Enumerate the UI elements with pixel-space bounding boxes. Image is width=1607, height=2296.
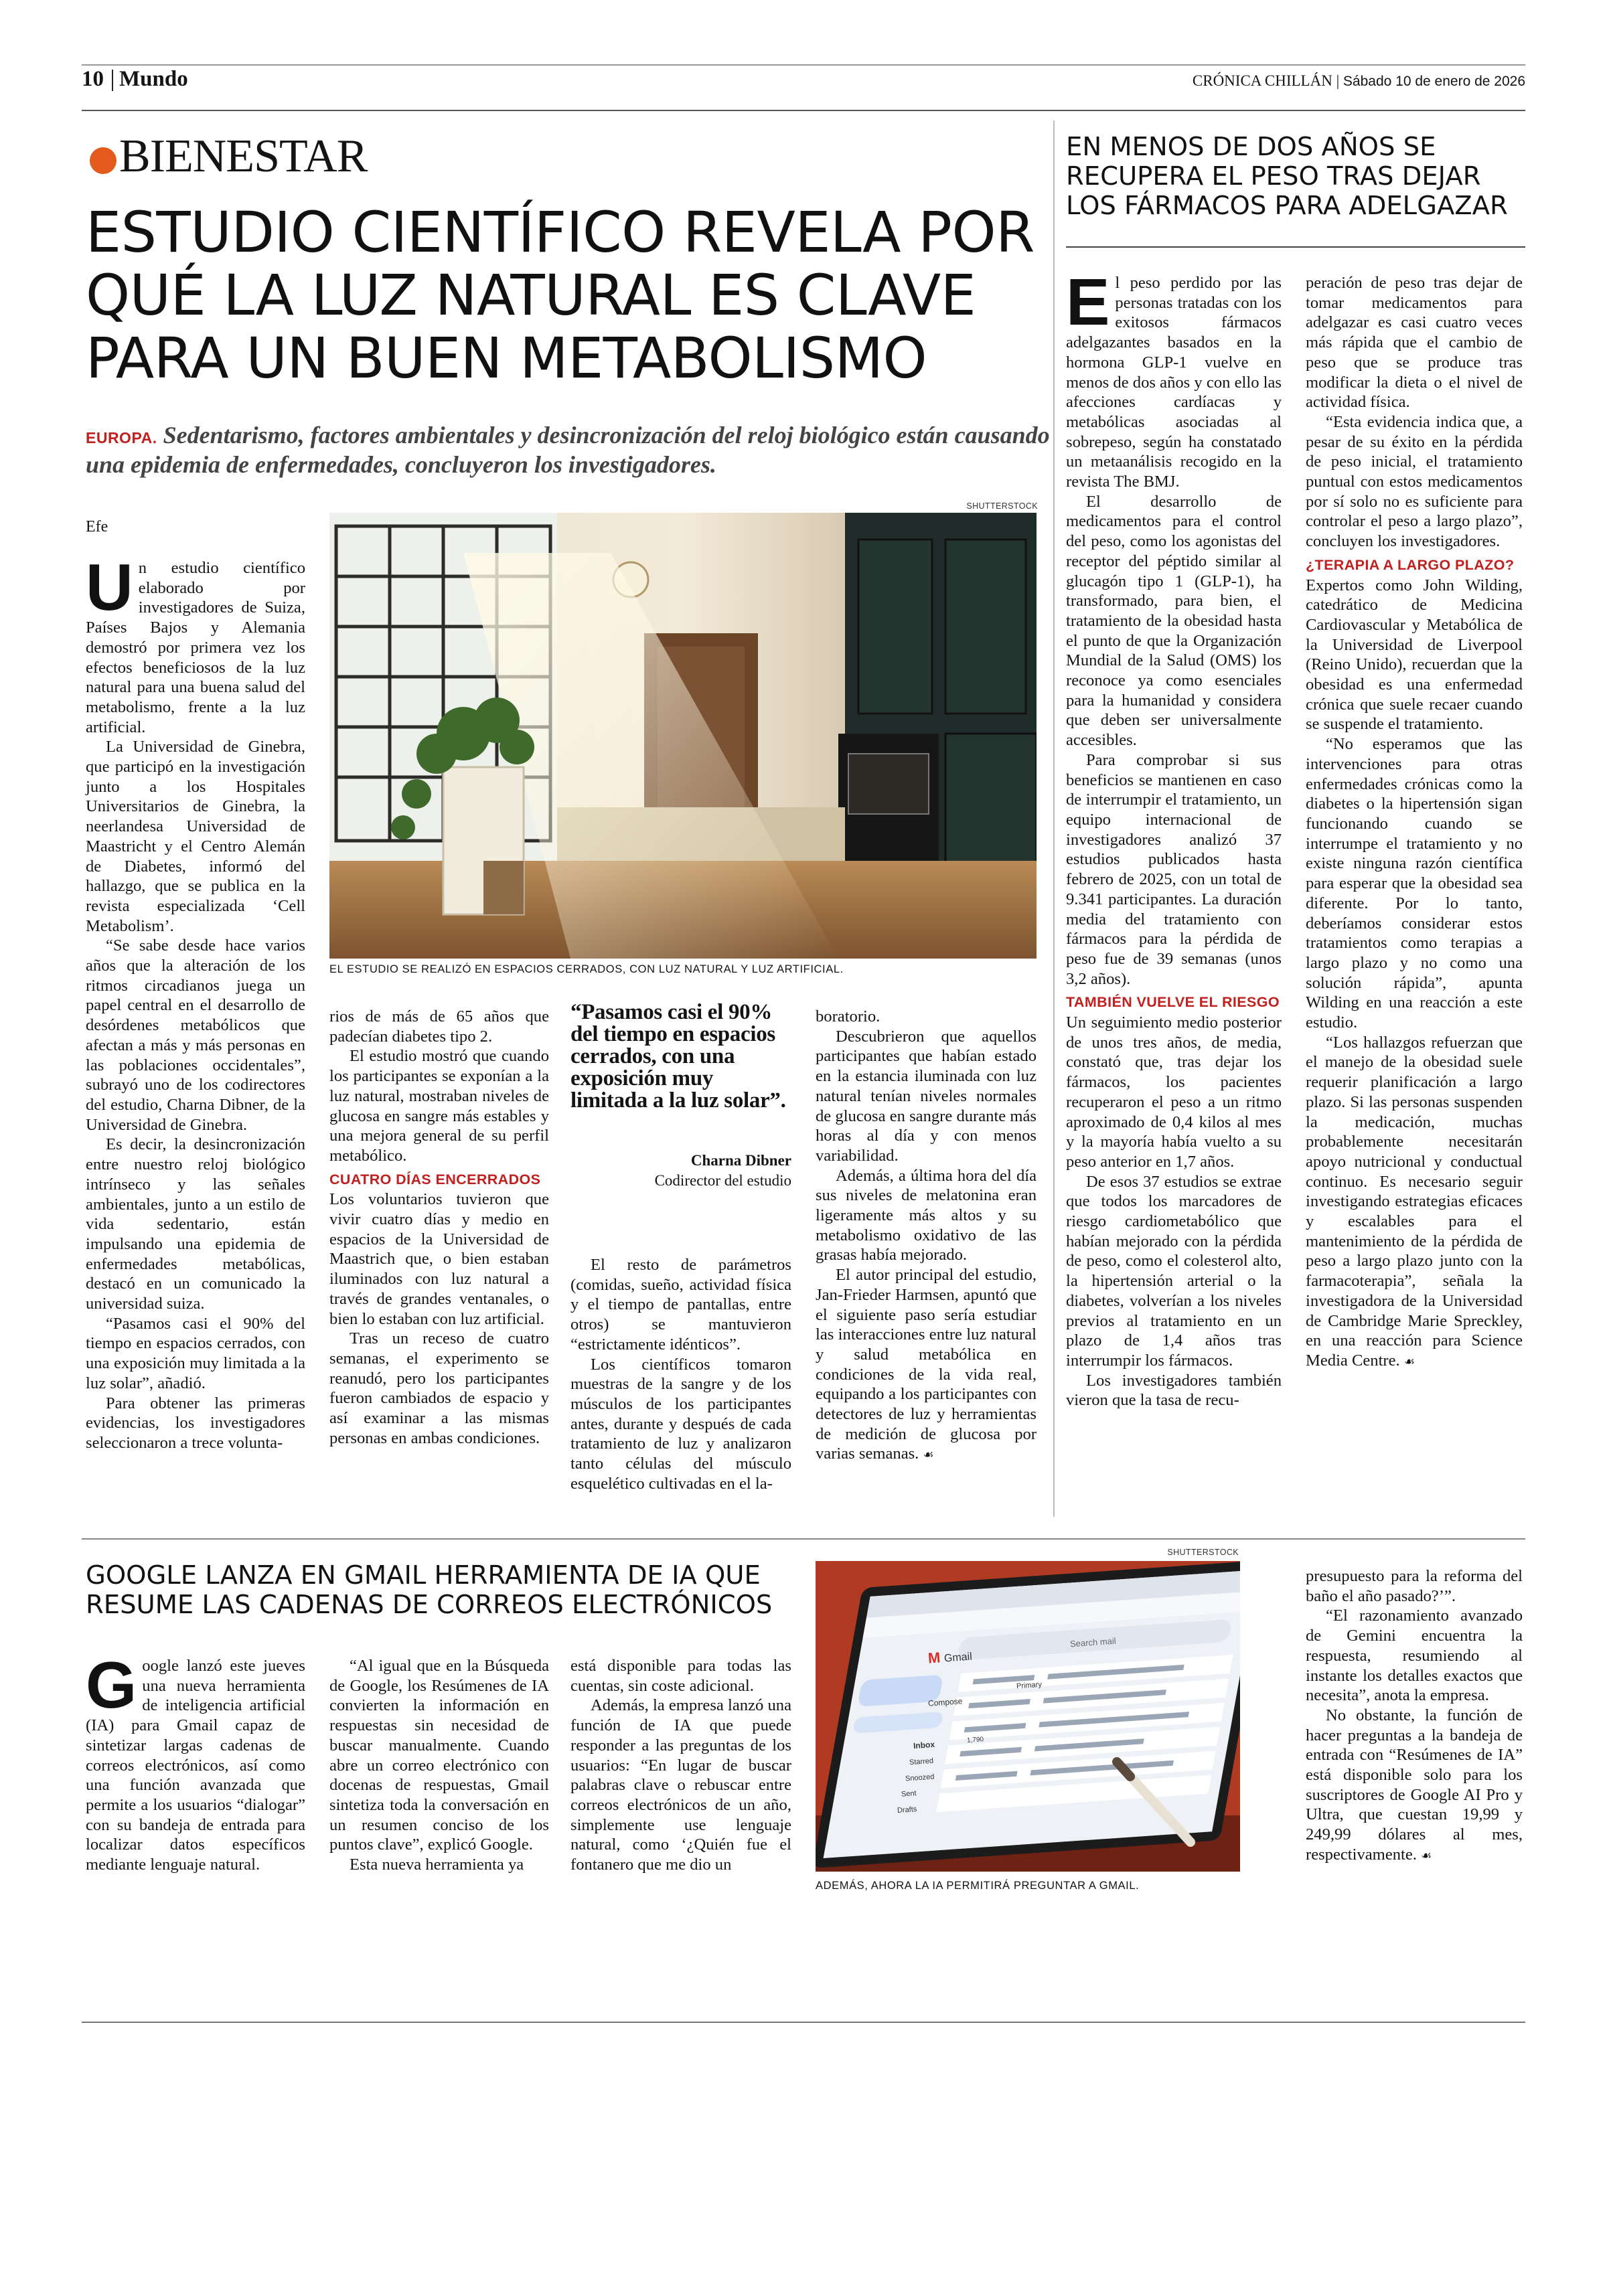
bottom-col3-p1: está disponible para todas las cuentas, sin coste adicional. bbox=[570, 1657, 791, 1695]
side-col1-p6: Los investigadores también vieron que la tasa de recu- bbox=[1066, 1371, 1282, 1410]
main-col4-p2: Descubrieron que aquellos participantes que habían estado en la estancia iluminada con luz natural tenían niveles normales de glucosa en sangre durante más horas al día y con menos variabilidad. bbox=[816, 1027, 1037, 1165]
section-divider bbox=[112, 70, 113, 91]
gmail-ui-labels bbox=[816, 1561, 1240, 1872]
main-drop-cap: U bbox=[86, 550, 133, 624]
header-bottom-rule bbox=[82, 110, 1525, 111]
issue-date: Sábado 10 de enero de 2026 bbox=[1343, 74, 1525, 89]
bottom-col3-p2: Además, la empresa lanzó una función de IA que puede responder a las preguntas de los usuarios: “En lugar de buscar palabras clave o rebuscar entre correos electrónicos de un año, simplemente use lenguaje natural, como ‘¿Quién fue el fontanero que me dio un bbox=[570, 1696, 791, 1874]
bottom-col1-p1: oogle lanzó este jueves una nueva herramienta de inteligencia artificial (IA) para Gmail capaz de sintetizar largas cadenas de correos electrónicos, así como una función avanzada que permite a los usuarios “dialogar” con su bandeja de entrada para localizar datos específicos mediante lenguaje natural. bbox=[86, 1657, 305, 1874]
gmail-primary-tab: Primary bbox=[1016, 1680, 1043, 1691]
main-article-col-3 bbox=[570, 1255, 791, 1493]
main-article-col-4 bbox=[816, 1007, 1037, 1465]
pull-quote bbox=[570, 1001, 791, 1191]
column-divider bbox=[1053, 120, 1055, 1517]
main-col4-p3: Además, a última hora del día sus niveles de melatonina eran ligeramente más altos y su metabolismo oxidativo de las grasas había mejorado. bbox=[816, 1166, 1037, 1264]
main-photo bbox=[329, 513, 1037, 959]
main-col3-p2: Los científicos tomaron muestras de la sangre y de los músculos de los participantes antes, durante y después de cada tratamiento de luz y analizaron tanto células del músculo esquelético cultivadas en el la- bbox=[570, 1355, 791, 1493]
gmail-compose: Compose bbox=[927, 1696, 963, 1708]
bottom-col4-p1: presupuesto para la reforma del baño el año pasado?’”. bbox=[1306, 1567, 1523, 1605]
main-col1-p2: La Universidad de Ginebra, que participó en la investigación junto a los Hospitales Universitarios de Ginebra, la neerlandesa Universidad de Maastricht y el Centro Alemán de Diabetes, informó del hallazgo, que se publica en la revista especializada ‘Cell Metabolism’. bbox=[86, 738, 305, 935]
main-col2-p3: Los voluntarios tuvieron que vivir cuatro días y medio en espacios de la Universidad de Maastrich que, o bien estaban iluminados con luz natural a través de grandes ventanales, o bien lo estaban con luz artificial. bbox=[329, 1190, 549, 1328]
side-col2-p5: “Los hallazgos refuerzan que el manejo de la obesidad suele requerir planificación a largo plazo. Si las personas suspenden la medicación, muchas probablemente necesitarán apoyo nutricional y conductual continuo. Es necesario seguir investigando estrategias eficaces y escalables para el mantenimiento de la pérdida de peso a largo plazo junto con la farmacoterapia”, señala la investigadora de la Universidad de Cambridge Marie Spreckley, en una reacción para Science Media Centre. bbox=[1306, 1033, 1523, 1370]
story-divider bbox=[82, 1538, 1525, 1540]
main-col1-p3: “Se sabe desde hace varios años que la alteración de los ritmos circadianos juega un papel central en el desarrollo de desórdenes metabólicos que afectan a más y más personas en las poblaciones occidentales”, subrayó uno de los codirectores del estudio, Charna Dibner, de la Universidad de Ginebra. bbox=[86, 936, 305, 1134]
main-col4-p4: El autor principal del estudio, Jan-Frieder Harmsen, apuntó que el siguiente paso sería estudiar las interacciones entre luz natural y salud metabólica en condiciones de la vida real, equipando a los participantes con detectores de luz y herramientas de medición de glucosa por varias semanas. bbox=[816, 1266, 1037, 1463]
bottom-col-1 bbox=[86, 1648, 305, 1875]
side-subhead-tambien: TAMBIÉN VUELVE EL RIESGO bbox=[1066, 994, 1280, 1011]
main-col1-p1: n estudio científico elaborado por investigadores de Suiza, Países Bajos y Alemania demostró por primera vez los efectos beneficiosos de la luz natural para una buena salud del metabolismo, frente a la luz artificial. bbox=[86, 559, 305, 736]
side-subhead-terapia: ¿TERAPIA A LARGO PLAZO? bbox=[1306, 556, 1515, 573]
main-col1-p4: Es decir, la desincronización entre nuestro reloj biológico intrínseco y las señales ambientales, junto a un estilo de vida sedentario, están impulsando una epidemia de enfermedades metabólicas, destacó en un comunicado la universidad suiza. bbox=[86, 1135, 305, 1313]
side-col2-p1: peración de peso tras dejar de tomar medicamentos para adelgazar es casi cuatro veces más rápida que el cambio de peso que se produce tras modificar la dieta o el nivel de actividad física. bbox=[1306, 274, 1523, 412]
bottom-col4-p3: No obstante, la función de hacer preguntas a la bandeja de entrada con “Resúmenes de IA” está disponible solo para los suscriptores de Google AI Pro y Ultra, que cuestan 19,99 y 249,99 dólares al mes, respectivamente. bbox=[1306, 1706, 1523, 1864]
main-subhead-cuatro-dias: CUATRO DÍAS ENCERRADOS bbox=[329, 1171, 541, 1187]
side-article-col-1 bbox=[1066, 265, 1282, 1410]
kicker-dot-icon bbox=[90, 147, 117, 174]
pull-quote-role: Codirector del estudio bbox=[654, 1172, 791, 1189]
gmail-inbox-count: 1,790 bbox=[966, 1736, 984, 1744]
bottom-end-mark-icon: ☙ bbox=[1421, 1848, 1432, 1863]
main-photo-caption: EL ESTUDIO SE REALIZÓ EN ESPACIOS CERRADOS, CON LUZ NATURAL Y LUZ ARTIFICIAL. bbox=[329, 963, 844, 975]
bottom-drop-cap: G bbox=[86, 1648, 137, 1722]
end-mark-icon: ☙ bbox=[923, 1448, 934, 1463]
bottom-col4-p2: “El razonamiento avanzado de Gemini encuentra la respuesta, resumiendo al instante los detalles exactos que necesita”, anota la empresa. bbox=[1306, 1607, 1523, 1705]
main-photo-credit: SHUTTERSTOCK bbox=[966, 501, 1038, 511]
gmail-photo bbox=[816, 1561, 1240, 1872]
byline: Efe bbox=[86, 518, 108, 536]
gmail-brand: Gmail bbox=[943, 1651, 973, 1665]
gmail-snoozed: Snoozed bbox=[905, 1773, 935, 1783]
side-end-mark-icon: ☙ bbox=[1403, 1354, 1415, 1369]
side-col1-p4: Un seguimiento medio posterior de unos tres años, de media, constató que, tras dejar los fármacos, los pacientes recuperaron el peso a un ritmo aproximado de 0,4 kilos al mes y la mayoría había vuelto a su peso anterior en 1,7 años. bbox=[1066, 1013, 1282, 1171]
bottom-rule bbox=[82, 2022, 1525, 2023]
side-col2-p2: “Esta evidencia indica que, a pesar de su éxito en la pérdida de peso inicial, el tratamiento puntual con estos medicamentos por sí solo no es suficiente para controlar el peso a largo plazo”, concluyen los investigadores. bbox=[1306, 412, 1523, 551]
side-col2-p3: Expertos como John Wilding, catedrático de Medicina Cardiovascular y Metabólica de la Universidad de Liverpool (Reino Unido), recuerdan que la obesidad es una enfermedad crónica que suele recaer cuando se suspende el tratamiento. bbox=[1306, 576, 1523, 734]
gmail-starred: Starred bbox=[909, 1756, 934, 1767]
kicker-label: BIENESTAR bbox=[119, 131, 368, 182]
gmail-sent: Sent bbox=[901, 1789, 917, 1799]
main-col2-p4: Tras un receso de cuatro semanas, el experimento se reanudó, pero los participantes fueron cambiados de espacio y así examinar a las mismas personas en ambas condiciones. bbox=[329, 1329, 549, 1447]
side-col1-p5: De esos 37 estudios se extrae que todos los marcadores de riesgo cardiometabólico que habían mejorado con la pérdida de peso, como el colesterol alto, la hipertensión arterial o la diabetes, volverían a los niveles previos al tratamiento en un plazo de 1,4 años tras interrumpir los fármacos. bbox=[1066, 1172, 1282, 1370]
publication-name: CRÓNICA CHILLÁN bbox=[1192, 72, 1332, 89]
side-headline: EN MENOS DE DOS AÑOS SE RECUPERA EL PESO TRAS DEJAR LOS FÁRMACOS PARA ADELGAZAR bbox=[1066, 132, 1508, 221]
main-article-col-2 bbox=[329, 1007, 549, 1448]
section-name: Mundo bbox=[119, 67, 188, 91]
bottom-col-3 bbox=[570, 1656, 791, 1875]
gmail-photo-credit: SHUTTERSTOCK bbox=[1167, 1548, 1239, 1557]
publication-date-line bbox=[1193, 72, 1525, 90]
header-top-rule bbox=[82, 64, 1525, 66]
dek bbox=[86, 422, 1050, 478]
side-col1-p3: Para comprobar si sus beneficios se mantienen en caso de interrumpir el tratamiento, un equipo internacional de investigadores analizó 37 estudios publicados hasta febrero de 2025, con un total de 9.341 participantes. La duración media del tratamiento con fármacos para la pérdida de peso fue de 39 semanas (unos 3,2 años). bbox=[1066, 750, 1282, 988]
kitchen-photo-illustration bbox=[329, 513, 1037, 959]
main-headline: ESTUDIO CIENTÍFICO REVELA POR QUÉ LA LUZ NATURAL ES CLAVE PARA UN BUEN METABOLISMO bbox=[86, 199, 1035, 391]
bottom-col-4 bbox=[1306, 1566, 1523, 1866]
side-col1-p1: l peso perdido por las personas tratadas con los exitosos fármacos adelgazantes basados en la hormona GLP-1 vuelve en menos de dos años y con ello las afecciones cardíacas y metabólicas asociadas al sobrepeso, según ha constatado un metaanálisis recogido en la revista The BMJ. bbox=[1066, 274, 1282, 491]
main-article-col-1 bbox=[86, 550, 305, 1453]
side-article-col-2 bbox=[1306, 273, 1523, 1372]
pull-quote-name: Charna Dibner bbox=[690, 1152, 791, 1169]
bottom-col2-p1: “Al igual que en la Búsqueda de Google, los Resúmenes de IA convierten la información en respuestas sin necesidad de buscar manualmente. Cuando abre un correo electrónico con docenas de respuestas, Gmail sintetiza toda la conversación en un resumen conciso de los puntos clave”, explicó Google. bbox=[329, 1657, 549, 1854]
bottom-headline: GOOGLE LANZA EN GMAIL HERRAMIENTA DE IA QUE RESUME LAS CADENAS DE CORREOS ELECTRÓNICOS bbox=[86, 1560, 773, 1620]
bottom-col2-p2: Esta nueva herramienta ya bbox=[350, 1856, 524, 1874]
dek-text: Sedentarismo, factores ambientales y desincronización del reloj biológico están causando una epidemia de enfermedades, concluyeron los investigadores. bbox=[86, 422, 1050, 478]
main-col3-p1: El resto de parámetros (comidas, sueño, actividad física y el tiempo de pantallas, entre otros) se mantuvieron “estrictamente idénticos”. bbox=[570, 1256, 791, 1354]
side-col2-p4: “No esperamos que las intervenciones para otras enfermedades crónicas como la diabetes o la hipertensión sigan funcionando cuando se interrumpe el tratamiento y no existe ninguna razón científica para esperar que la obesidad sea diferente. Por lo tanto, deberíamos considerar estos tratamientos como terapias a largo plazo y no como una solución rápida”, apunta Wilding en una reacción a este estudio. bbox=[1306, 735, 1523, 1032]
gmail-inbox: Inbox bbox=[913, 1739, 935, 1751]
gmail-search-placeholder: Search mail bbox=[1069, 1635, 1117, 1649]
main-col2-p2: El estudio mostró que cuando los participantes se exponían a la luz natural, mostraban niveles de glucosa en sangre más estables y una mejora general de su perfil metabólico. bbox=[329, 1047, 549, 1165]
gmail-drafts: Drafts bbox=[897, 1805, 917, 1815]
bottom-col-2 bbox=[329, 1656, 549, 1875]
gmail-logo-icon: M bbox=[927, 1649, 941, 1667]
main-col1-p5: “Pasamos casi el 90% del tiempo en espacios cerrados, con una exposición muy limitada a la luz solar”, añadió. bbox=[86, 1314, 305, 1392]
main-col2-p1: rios de más de 65 años que padecían diabetes tipo 2. bbox=[329, 1007, 549, 1046]
pull-quote-text: “Pasamos casi el 90% del tiempo en espacios cerrados, con una exposición muy limitada a la luz solar”. bbox=[570, 1000, 786, 1113]
gmail-photo-caption: ADEMÁS, AHORA LA IA PERMITIRÁ PREGUNTAR A GMAIL. bbox=[816, 1880, 1140, 1892]
side-col1-p2: El desarrollo de medicamentos para el control del peso, como los agonistas del receptor del péptido similar al glucagón tipo 1 (GLP-1), ha transformado, para bien, el tratamiento de la obesidad hasta el punto de que la Organización Mundial de la Salud (OMS) los reconoce ya como esenciales para la humanidad y considera que deben ser universalmente accesibles. bbox=[1066, 492, 1282, 750]
side-drop-cap: E bbox=[1066, 265, 1110, 339]
dek-location: EUROPA. bbox=[86, 429, 157, 446]
page-header bbox=[82, 66, 1525, 98]
page-number: 10 bbox=[82, 67, 104, 91]
main-col1-p6: Para obtener las primeras evidencias, los investigadores seleccionaron a trece volunta- bbox=[86, 1394, 305, 1452]
main-col4-p1: boratorio. bbox=[816, 1007, 881, 1026]
side-headline-rule bbox=[1066, 246, 1525, 248]
header-separator: | bbox=[1336, 72, 1343, 89]
